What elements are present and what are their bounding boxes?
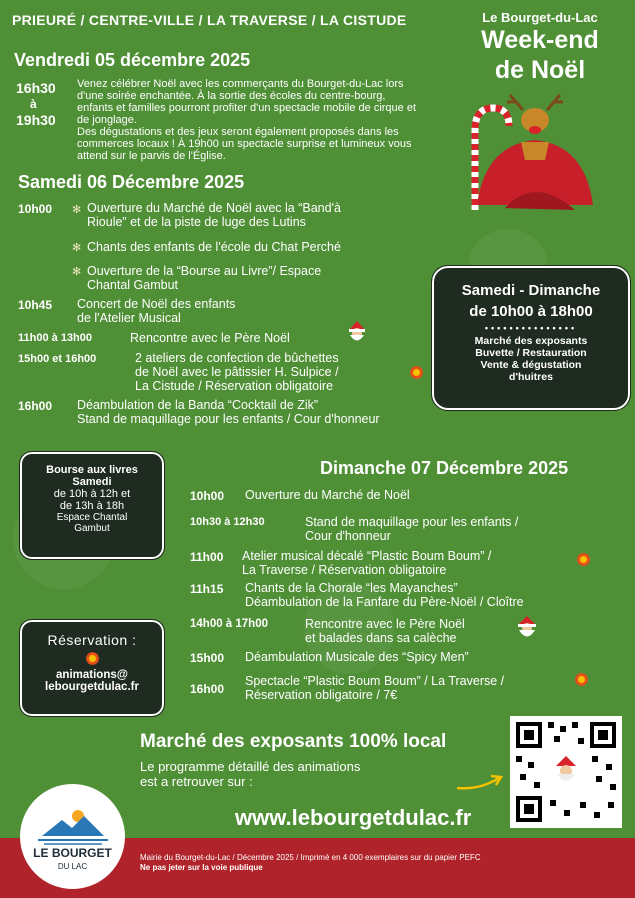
friday-time-end: 19h30: [16, 112, 56, 128]
sat-e1-time: 10h00: [18, 202, 53, 216]
sat-e1-line2: Rioule” et de la piste de luge des Lutins: [87, 215, 306, 229]
footer-print-info: Mairie du Bourget-du-Lac / Décembre 2025 / Imprimé en 4 000 exemplaires sur du papier PEFC: [140, 853, 481, 862]
sun-e1-line1: Ouverture du Marché de Noël: [245, 488, 410, 502]
ornament-icon: [575, 673, 588, 686]
friday-title: Vendredi 05 décembre 2025: [14, 50, 251, 70]
logo-line1: LE BOURGET: [33, 846, 112, 860]
sun-e6-line1: Déambulation Musicale des “Spicy Men”: [245, 650, 469, 664]
reservation-email-line2[interactable]: lebourgetdulac.fr: [45, 681, 139, 693]
snowflake-icon: ✻: [72, 204, 82, 216]
book-line1: Bourse aux livres: [46, 464, 138, 476]
market-line3: Marché des exposants: [474, 335, 588, 347]
friday-time-start: 16h30: [16, 80, 56, 96]
sat-e7-line1: Déambulation de la Banda “Cocktail de Zik”: [77, 398, 319, 412]
santa-sleigh-icon: [515, 615, 539, 641]
reservation-email-line1[interactable]: animations@: [56, 669, 128, 681]
program-line1: Le programme détaillé des animations: [140, 759, 361, 774]
sat-e3-line1: Ouverture de la “Bourse au Livre”/ Espace: [87, 264, 322, 278]
areas-line: PRIEURÉ / CENTRE-VILLE / LA TRAVERSE / LA CISTUDE: [12, 12, 407, 28]
ornament-icon: [410, 366, 423, 379]
santa-icon: [346, 320, 368, 344]
sat-e6-line3: La Cistude / Réservation obligatoire: [135, 379, 334, 393]
sat-e5-time: 11h00 à 13h00: [18, 332, 93, 344]
snowflake-icon: ✻: [72, 242, 82, 254]
sat-e5-line1: Rencontre avec le Père Noël: [130, 331, 290, 345]
title-line1: Week-end: [481, 26, 599, 54]
sun-e7-line2: Réservation obligatoire / 7€: [245, 688, 398, 702]
sun-e4-line1: Chants de la Chorale “les Mayanches”: [245, 581, 458, 595]
book-line5: Espace Chantal: [56, 512, 128, 523]
sun-e5-line1: Rencontre avec le Père Noël: [305, 617, 465, 631]
sun-e4-time: 11h15: [190, 582, 224, 596]
sun-e7-line1: Spectacle “Plastic Boum Boum” / La Traverse /: [245, 674, 505, 688]
market-line6: d'huitres: [509, 371, 553, 383]
market-line5: Vente & dégustation: [480, 359, 582, 371]
arrow-icon: [455, 770, 505, 792]
friday-paragraph-1: Venez célébrer Noël avec les commerçants du Bourget-du-Lac lors d'une soirée enchantée. À la sortie des écoles du centre-bourg, enfants et familles pourront profiter d'un spectacle mobile de cirque et de jonglage.: [77, 78, 417, 126]
sat-e1-line1: Ouverture du Marché de Noël avec la “Band'à: [87, 201, 341, 215]
town-name: Le Bourget-du-Lac: [482, 10, 598, 25]
town-logo: [20, 784, 125, 889]
sun-e2-line2: Cour d'honneur: [305, 529, 391, 543]
sun-e4-line2: Déambulation de la Fanfare du Père-Noël / Cloître: [245, 595, 524, 609]
sun-e2-time: 10h30 à 12h30: [190, 516, 265, 528]
sunday-title: Dimanche 07 Décembre 2025: [320, 458, 569, 478]
sat-e4-line2: de l'Atelier Musical: [77, 311, 181, 325]
reindeer-sack-illustration: [465, 90, 605, 215]
title-line2: de Noël: [494, 56, 586, 84]
sat-e7-line2: Stand de maquillage pour les enfants / Cour d'honneur: [77, 412, 380, 426]
market-line4: Buvette / Restauration: [475, 347, 587, 359]
logo-line2: DU LAC: [57, 862, 88, 871]
footer-notice: Ne pas jeter sur la voie publique: [140, 863, 263, 872]
sat-e6-time: 15h00 et 16h00: [18, 353, 97, 365]
sat-e3-line2: Chantal Gambut: [87, 278, 179, 292]
book-line6: Gambut: [74, 523, 110, 534]
qr-code[interactable]: [510, 716, 622, 828]
sun-e3-line2: La Traverse / Réservation obligatoire: [242, 563, 447, 577]
sun-e3-time: 11h00: [190, 550, 224, 564]
friday-time-sep: à: [30, 97, 37, 111]
book-line4: de 13h à 18h: [59, 500, 125, 512]
sun-e1-time: 10h00: [190, 489, 225, 503]
sun-e7-time: 16h00: [190, 682, 225, 696]
book-fair-box: [20, 452, 164, 559]
market-hours: de 10h00 à 18h00: [469, 303, 593, 320]
sat-e7-time: 16h00: [18, 399, 53, 413]
mountain-lake-logo-icon: [20, 794, 125, 854]
ornament-icon: [86, 652, 99, 665]
local-market-headline: Marché des exposants 100% local: [140, 731, 447, 752]
sat-e2-line1: Chants des enfants de l'école du Chat Perché: [87, 240, 341, 254]
friday-paragraph-2: Des dégustations et des jeux seront également proposés dans les commerces locaux ! À 19h00 un spectacle surprise et lumineux vous attend sur le parvis de l'Église.: [77, 126, 412, 162]
sat-e4-line1: Concert de Noël des enfants: [77, 297, 236, 311]
reservation-box: [20, 620, 164, 716]
sun-e5-time: 14h00 à 17h00: [190, 618, 269, 630]
book-line3: de 10h à 12h et: [53, 488, 131, 500]
sun-e2-line1: Stand de maquillage pour les enfants /: [305, 515, 519, 529]
reservation-title: Réservation :: [47, 632, 137, 648]
dotted-divider: •••••••••••••••: [484, 323, 578, 333]
market-days: Samedi - Dimanche: [461, 282, 601, 299]
sat-e6-line1: 2 ateliers de confection de bûchettes: [135, 351, 339, 365]
saturday-title: Samedi 06 Décembre 2025: [18, 172, 245, 192]
website-url[interactable]: www.lebourgetdulac.fr: [235, 805, 472, 830]
sun-e5-line2: et balades dans sa calèche: [305, 631, 457, 645]
ornament-icon: [577, 553, 590, 566]
sun-e6-time: 15h00: [190, 651, 225, 665]
sat-e6-line2: de Noël avec le pâtissier H. Sulpice /: [135, 365, 339, 379]
sat-e4-time: 10h45: [18, 298, 53, 312]
book-line2: Samedi: [72, 476, 112, 488]
program-line2: est a retrouver sur :: [140, 774, 253, 789]
sun-e3-line1: Atelier musical décalé “Plastic Boum Boum” /: [242, 549, 492, 563]
snowflake-icon: ✻: [72, 266, 82, 278]
market-hours-box: [432, 266, 630, 410]
